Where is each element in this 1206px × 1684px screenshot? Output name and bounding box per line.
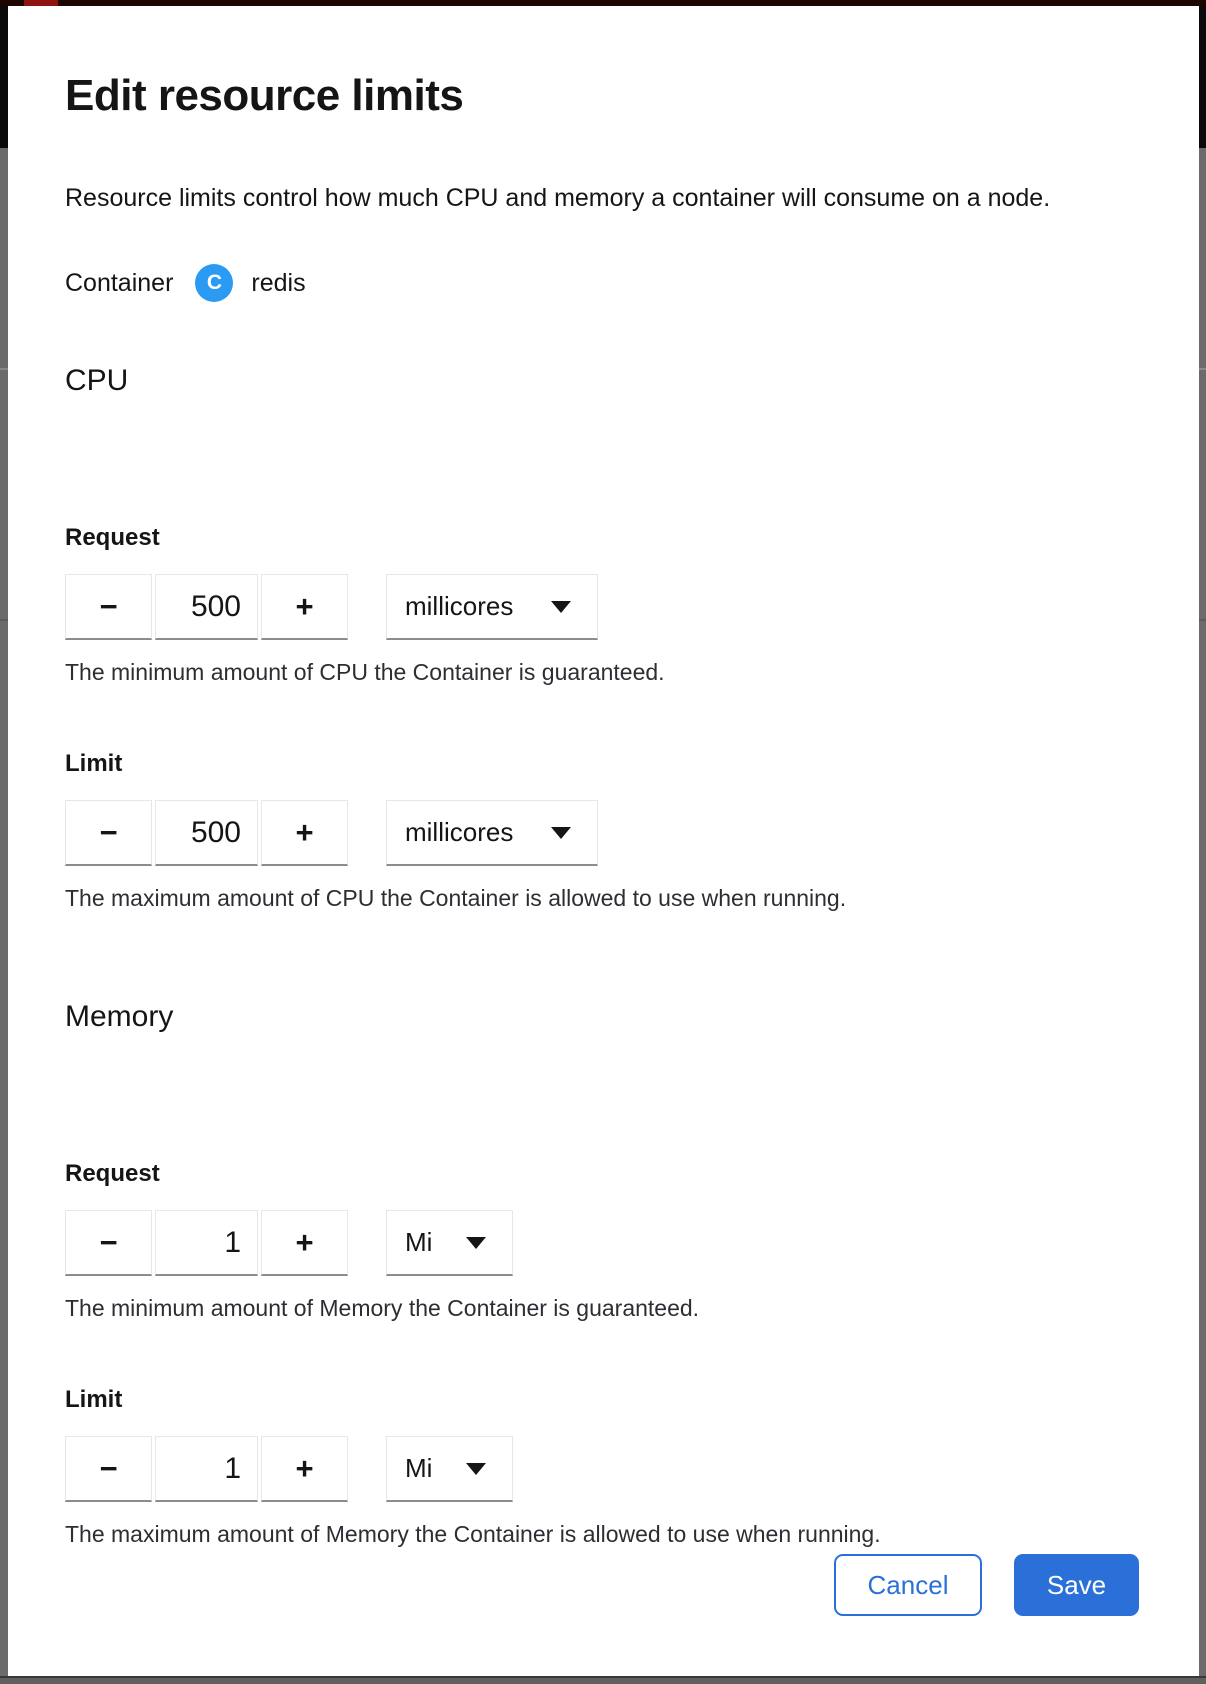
backdrop-bottom-edge xyxy=(0,1676,1206,1684)
section-heading-memory: Memory xyxy=(65,1000,174,1033)
cpu-request-unit-select[interactable] xyxy=(386,574,598,640)
cpu-request-helper-text: The minimum amount of CPU the Container is guaranteed. xyxy=(65,659,665,685)
save-button[interactable]: Save xyxy=(1014,1554,1139,1616)
cpu-limit-helper-text: The maximum amount of CPU the Container is allowed to use when running. xyxy=(65,885,847,911)
edit-resource-limits-modal xyxy=(8,6,1199,1676)
memory-request-helper-text: The minimum amount of Memory the Container is guaranteed. xyxy=(65,1295,700,1321)
cpu-request-value-input[interactable] xyxy=(155,574,258,640)
backdrop-left-edge xyxy=(0,6,8,1676)
memory-limit-helper-text: The maximum amount of Memory the Container is allowed to use when running. xyxy=(65,1521,881,1547)
memory-limit-controls xyxy=(65,1436,1139,1502)
container-name: redis xyxy=(251,268,306,297)
unit-select-value: Mi xyxy=(405,1227,433,1257)
cpu-limit-label: Limit xyxy=(65,750,123,777)
caret-down-icon xyxy=(551,827,571,839)
modal-title: Edit resource limits xyxy=(65,71,464,120)
unit-select-value: millicores xyxy=(405,817,514,847)
unit-select-value: millicores xyxy=(405,591,514,621)
cpu-limit-unit-select[interactable] xyxy=(386,800,598,866)
caret-down-icon xyxy=(551,601,571,613)
cpu-request-label: Request xyxy=(65,524,160,551)
backdrop-right-edge xyxy=(1199,6,1206,1676)
memory-limit-label: Limit xyxy=(65,1386,123,1413)
backdrop-masthead-sliver xyxy=(0,6,8,148)
memory-limit-number-input xyxy=(65,1436,348,1502)
memory-limit-unit-select[interactable] xyxy=(386,1436,513,1502)
minus-button[interactable]: − xyxy=(65,1210,152,1276)
plus-button[interactable]: + xyxy=(261,800,348,866)
cpu-request-number-input xyxy=(65,574,348,640)
plus-button[interactable]: + xyxy=(261,1436,348,1502)
modal-description: Resource limits control how much CPU and memory a container will consume on a node. xyxy=(65,184,1051,212)
memory-request-unit-select[interactable] xyxy=(386,1210,513,1276)
container-label: Container xyxy=(65,268,174,297)
caret-down-icon xyxy=(466,1463,486,1475)
memory-request-number-input xyxy=(65,1210,348,1276)
cpu-limit-number-input xyxy=(65,800,348,866)
minus-button[interactable]: − xyxy=(65,800,152,866)
minus-button[interactable]: − xyxy=(65,1436,152,1502)
plus-button[interactable]: + xyxy=(261,574,348,640)
cpu-limit-value-input[interactable] xyxy=(155,800,258,866)
container-resource-badge: C xyxy=(195,264,233,302)
section-heading-cpu: CPU xyxy=(65,364,129,397)
cancel-button[interactable]: Cancel xyxy=(834,1554,982,1616)
container-row xyxy=(65,264,1139,302)
memory-request-value-input[interactable] xyxy=(155,1210,258,1276)
minus-button[interactable]: − xyxy=(65,574,152,640)
memory-request-controls xyxy=(65,1210,1139,1276)
backdrop-page-sliver xyxy=(1199,148,1206,1676)
memory-limit-value-input[interactable] xyxy=(155,1436,258,1502)
modal-footer xyxy=(65,1554,1139,1616)
cpu-limit-controls xyxy=(65,800,1139,866)
memory-request-label: Request xyxy=(65,1160,160,1187)
cpu-request-controls xyxy=(65,574,1139,640)
backdrop-page-sliver xyxy=(0,148,8,1676)
caret-down-icon xyxy=(466,1237,486,1249)
plus-button[interactable]: + xyxy=(261,1210,348,1276)
unit-select-value: Mi xyxy=(405,1453,433,1483)
backdrop-masthead-sliver xyxy=(1199,6,1206,148)
